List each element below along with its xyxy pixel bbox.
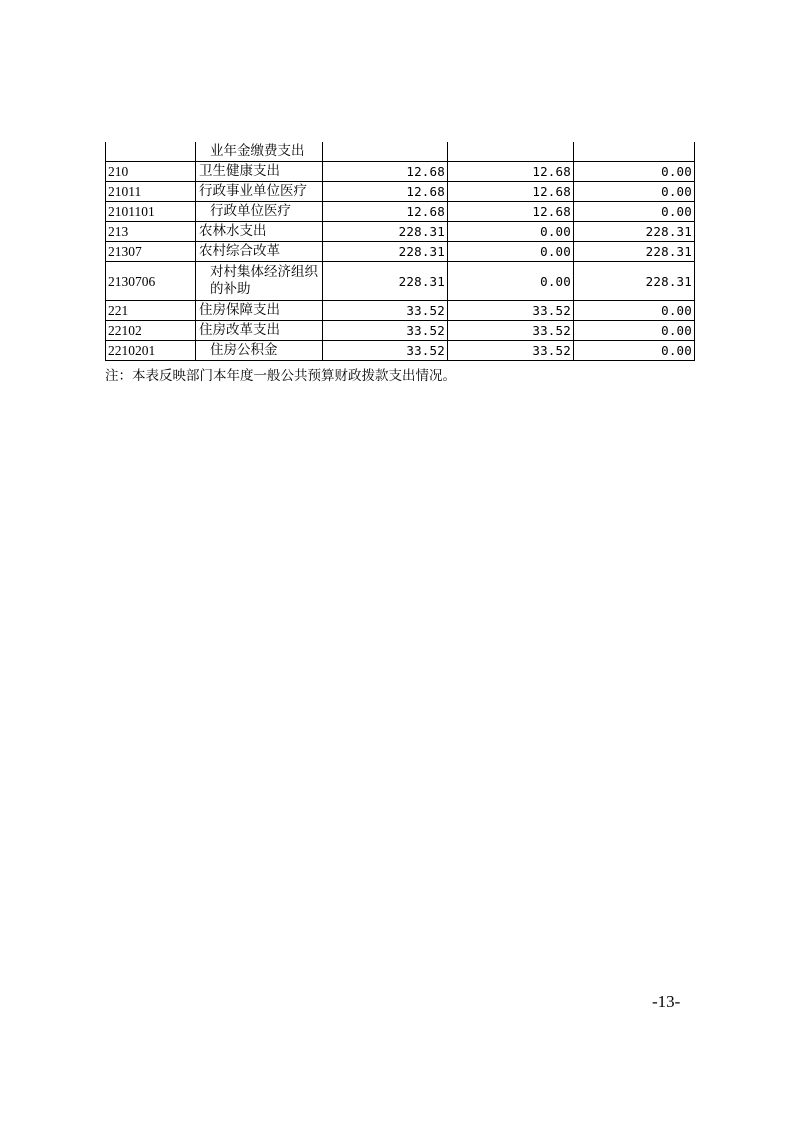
subject-code-cell: 210 <box>106 162 196 182</box>
table-row <box>106 341 695 361</box>
basic-expenditure-cell: 33.52 <box>448 301 574 321</box>
budget-expenditure-table <box>105 142 695 361</box>
page-number: -13- <box>652 992 681 1011</box>
basic-expenditure-cell: 0.00 <box>448 222 574 242</box>
total-amount-cell: 33.52 <box>323 301 448 321</box>
subject-code-cell: 213 <box>106 222 196 242</box>
subject-name-cell: 对村集体经济组织的补助 <box>196 262 323 301</box>
subject-code-cell: 2130706 <box>106 262 196 301</box>
project-expenditure-cell: 0.00 <box>574 321 695 341</box>
basic-expenditure-cell: 33.52 <box>448 321 574 341</box>
subject-code-cell: 21307 <box>106 242 196 262</box>
table-row <box>106 222 695 242</box>
subject-name-cell: 农村综合改革 <box>196 242 323 262</box>
subject-code-cell: 22102 <box>106 321 196 341</box>
project-expenditure-cell: 0.00 <box>574 162 695 182</box>
table-row <box>106 262 695 301</box>
total-amount-cell: 33.52 <box>323 321 448 341</box>
basic-expenditure-cell: 0.00 <box>448 262 574 301</box>
table-row <box>106 162 695 182</box>
project-expenditure-cell: 0.00 <box>574 341 695 361</box>
total-amount-cell: 33.52 <box>323 341 448 361</box>
subject-name-cell: 行政单位医疗 <box>196 202 323 222</box>
table-row <box>106 321 695 341</box>
table-row <box>106 301 695 321</box>
subject-name-cell: 住房保障支出 <box>196 301 323 321</box>
basic-expenditure-cell: 12.68 <box>448 162 574 182</box>
subject-name-cell: 行政事业单位医疗 <box>196 182 323 202</box>
total-amount-cell: 12.68 <box>323 202 448 222</box>
table-row <box>106 182 695 202</box>
total-amount-cell: 228.31 <box>323 222 448 242</box>
subject-name-cell: 住房改革支出 <box>196 321 323 341</box>
subject-name-cell: 住房公积金 <box>196 341 323 361</box>
subject-name-cell: 业年金缴费支出 <box>196 142 323 162</box>
project-expenditure-cell: 228.31 <box>574 262 695 301</box>
basic-expenditure-cell: 33.52 <box>448 341 574 361</box>
total-amount-cell: 12.68 <box>323 162 448 182</box>
basic-expenditure-cell <box>448 142 574 162</box>
subject-code-cell: 2101101 <box>106 202 196 222</box>
project-expenditure-cell: 0.00 <box>574 301 695 321</box>
table-footnote: 注：本表反映部门本年度一般公共预算财政拨款支出情况。 <box>105 368 456 384</box>
total-amount-cell <box>323 142 448 162</box>
basic-expenditure-cell: 12.68 <box>448 182 574 202</box>
subject-name-cell: 卫生健康支出 <box>196 162 323 182</box>
project-expenditure-cell <box>574 142 695 162</box>
table-row <box>106 242 695 262</box>
subject-name-cell: 农林水支出 <box>196 222 323 242</box>
project-expenditure-cell: 0.00 <box>574 182 695 202</box>
subject-code-cell: 2210201 <box>106 341 196 361</box>
total-amount-cell: 228.31 <box>323 242 448 262</box>
table-row <box>106 142 695 162</box>
project-expenditure-cell: 228.31 <box>574 222 695 242</box>
subject-code-cell: 221 <box>106 301 196 321</box>
total-amount-cell: 12.68 <box>323 182 448 202</box>
subject-code-cell <box>106 142 196 162</box>
table-row <box>106 202 695 222</box>
project-expenditure-cell: 0.00 <box>574 202 695 222</box>
basic-expenditure-cell: 12.68 <box>448 202 574 222</box>
basic-expenditure-cell: 0.00 <box>448 242 574 262</box>
project-expenditure-cell: 228.31 <box>574 242 695 262</box>
total-amount-cell: 228.31 <box>323 262 448 301</box>
subject-code-cell: 21011 <box>106 182 196 202</box>
